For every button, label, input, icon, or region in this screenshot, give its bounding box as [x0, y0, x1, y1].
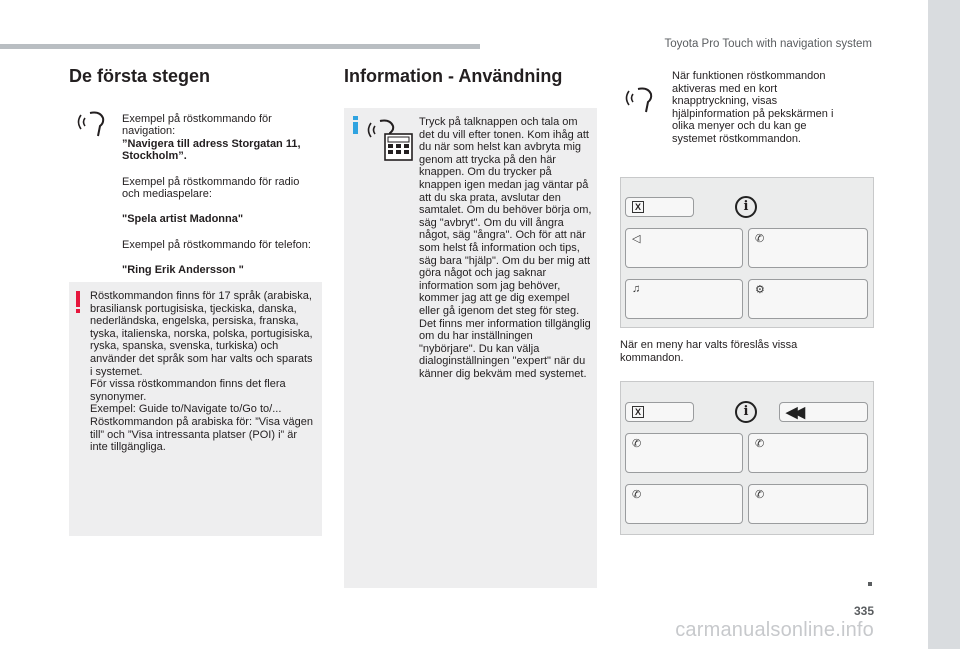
touchscreen-submenu	[620, 381, 874, 535]
example-intro-navigation: Exempel på röstkommando för navigation:	[122, 112, 272, 138]
voice-keyboard-icon	[366, 116, 414, 162]
header-title: Toyota Pro Touch with navigation system	[664, 38, 872, 50]
example-command-phone: "Ring Erik Andersson "	[122, 263, 244, 276]
info-circle-icon[interactable]: i	[735, 401, 757, 423]
example-intro-radio: Exempel på röstkommando för radio och mediaspelare:	[122, 175, 300, 201]
music-note-icon: ♫	[632, 283, 641, 295]
phone-icon: ✆	[755, 233, 765, 245]
screen-settings-button[interactable]	[748, 279, 868, 319]
example-command-navigation: ”Navigera till adress Storgatan 11, Stockholm”.	[122, 137, 301, 163]
phone-icon: ✆	[755, 438, 765, 450]
navigation-arrow-icon: ◁	[632, 233, 641, 245]
section-heading-information: Information - Användning	[344, 66, 563, 86]
submenu-phone-button-3[interactable]	[625, 484, 743, 524]
phone-icon: ✆	[755, 489, 765, 501]
submenu-back-button[interactable]	[779, 402, 868, 422]
voice-command-icon-right	[624, 84, 660, 114]
info-circle-icon[interactable]: i	[735, 196, 757, 218]
info-text: Tryck på talknappen och tala om det du vill efter tonen. Kom ihåg att du när som helst kan avbryta mig genom att trycka på den här knappen. Om du trycker på knappen igen medan jag väntar på att du ska prata, avslutar den samtalet. Om du behöver börja om, säg "avbryt". Om du vill ångra något, säg "ångra". Och för att när som helst få information och tips, säg bara "hjälp". Om du ber mig att göra något och jag saknar information som jag behöver, kommer jag att ge dig exempel eller gå igenom det steg för steg. Det finns mer information tillgänglig om du har inställningen "nybörjare". Du kan välja dialoginställningen "expert" när du känner dig bekväm med systemet.	[419, 116, 592, 380]
page-number: 335	[853, 604, 874, 618]
warning-icon	[76, 291, 80, 307]
submenu-close-button[interactable]	[625, 402, 694, 422]
phone-icon: ✆	[632, 489, 642, 501]
example-intro-phone: Exempel på röstkommando för telefon:	[122, 238, 311, 251]
close-icon: X	[632, 406, 644, 418]
section-heading-first-steps: De första stegen	[69, 66, 211, 86]
rewind-icon: ◀◀	[786, 404, 802, 421]
example-command-radio: "Spela artist Madonna"	[122, 213, 244, 226]
screen-caption: När en meny har valts föreslås vissa kommandon.	[620, 339, 798, 364]
phone-icon: ✆	[632, 438, 642, 450]
screen-media-button[interactable]	[625, 279, 743, 319]
screen-close-button[interactable]	[625, 197, 694, 217]
warning-text: Röstkommandon finns för 17 språk (arabiska, brasiliansk portugisiska, tjeckiska, danska, nederländska, engelska, persiska, franska, tyska, italienska, norska, polska, portugisiska, ryska, spanska, svenska, turkiska) och använder det språk som har valts och sparats i systemet. För vissa röstkommandon finns det flera synonymer. Exempel: Guide to/Navigate to/Go to/... Röstkommandon på arabiska för: ”Visa vägen till” och ”Visa intressanta platser (POI) i” är inte tillgängliga.	[90, 290, 313, 454]
close-icon: X	[632, 201, 644, 213]
info-icon	[353, 116, 358, 134]
page-edge-strip	[928, 0, 960, 649]
screen-navigation-button[interactable]	[625, 228, 743, 268]
submenu-phone-button-1[interactable]	[625, 433, 743, 473]
page-marker	[868, 582, 872, 586]
gear-icon: ⚙	[755, 284, 765, 296]
touchscreen-main-menu	[620, 177, 874, 328]
voice-command-icon	[76, 108, 112, 138]
header-rule	[0, 44, 480, 49]
submenu-phone-button-4[interactable]	[748, 484, 868, 524]
submenu-phone-button-2[interactable]	[748, 433, 868, 473]
watermark: carmanualsonline.info	[675, 619, 874, 641]
voice-examples	[122, 100, 317, 289]
screen-phone-button[interactable]	[748, 228, 868, 268]
right-intro-text: När funktionen röstkommandon aktiveras med en kort knapptryckning, visas hjälpinformation på pekskärmen i olika menyer och du kan ge systemet röstkommandon.	[672, 70, 834, 145]
warning-icon-dot	[76, 309, 80, 313]
